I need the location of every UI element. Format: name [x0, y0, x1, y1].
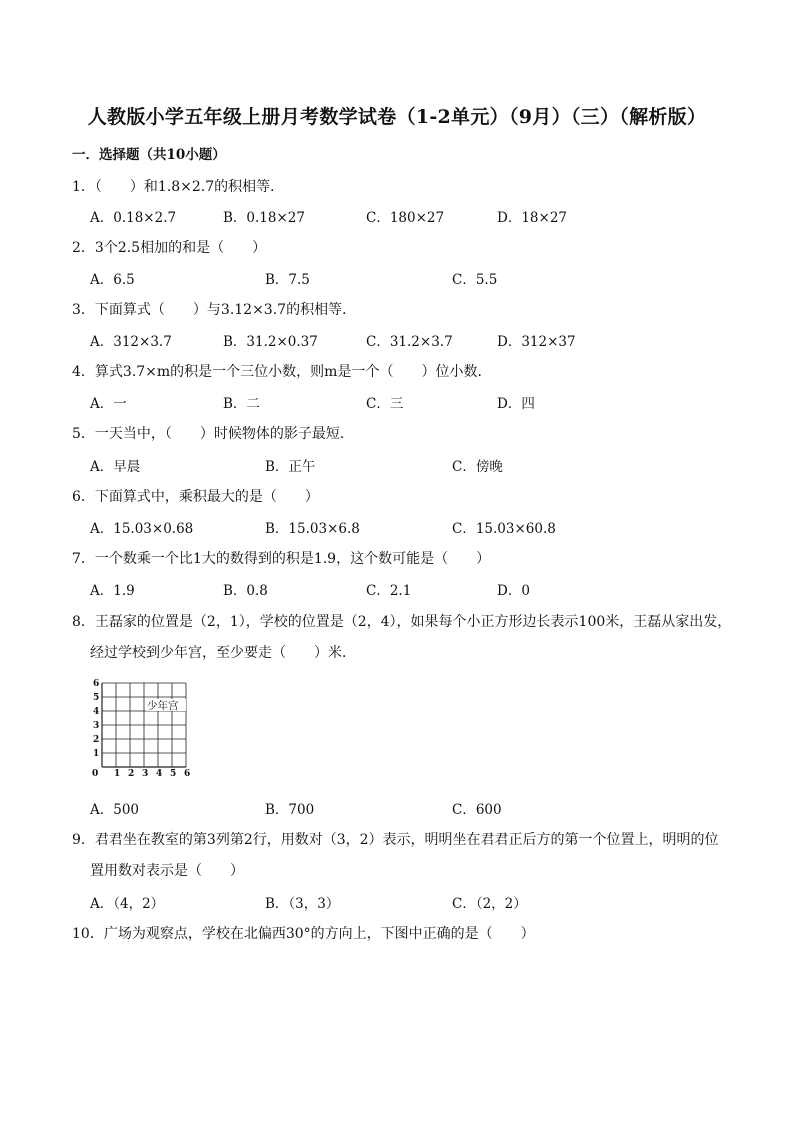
x-label-1: 1 — [114, 769, 121, 779]
page-title: 人教版小学五年级上册月考数学试卷（1-2单元）（9月）（三）（解析版） — [87, 106, 707, 128]
x-label-0: 0 — [92, 769, 99, 779]
option-7d[interactable]: D．0 — [497, 583, 530, 599]
x-label-3: 3 — [142, 769, 149, 779]
option-7a[interactable]: A．1.9 — [90, 583, 135, 599]
section-heading: 一．选择题（共10小题） — [72, 147, 226, 163]
question-3: 3．下面算式（ ）与3.12×3.7的积相等． — [72, 302, 357, 318]
question-8: 8．王磊家的位置是（2，1），学校的位置是（2，4），如果每个小正方形边长表示100米，王磊从家出发， — [72, 614, 732, 630]
option-7b[interactable]: B．0.8 — [223, 583, 268, 599]
option-6b[interactable]: B．15.03×6.8 — [265, 521, 360, 537]
option-1c[interactable]: C．180×27 — [366, 210, 445, 226]
option-3c[interactable]: C．31.2×3.7 — [366, 334, 453, 350]
option-4d[interactable]: D．四 — [497, 396, 535, 412]
option-2b[interactable]: B．7.5 — [265, 272, 310, 288]
option-9a[interactable]: A．（4，2） — [90, 896, 165, 912]
option-9c[interactable]: C．（2，2） — [452, 896, 527, 912]
x-label-6: 6 — [184, 769, 191, 779]
x-label-4: 4 — [156, 769, 163, 779]
x-label-5: 5 — [170, 769, 177, 779]
question-9-cont: 置用数对表示是（ ） — [90, 863, 244, 879]
y-label-6: 6 — [93, 679, 100, 689]
option-8b[interactable]: B．700 — [265, 802, 315, 818]
y-label-2: 2 — [93, 735, 100, 745]
option-6c[interactable]: C．15.03×60.8 — [452, 521, 556, 537]
option-6a[interactable]: A．15.03×0.68 — [90, 521, 194, 537]
y-label-3: 3 — [93, 721, 100, 731]
question-1: 1．（ ）和1.8×2.7的积相等． — [72, 179, 285, 195]
option-5b[interactable]: B．正午 — [265, 459, 316, 475]
question-7: 7．一个数乘一个比1大的数得到的积是1.9，这个数可能是（ ） — [72, 551, 491, 567]
option-4b[interactable]: B．二 — [223, 396, 260, 412]
option-8c[interactable]: C．600 — [452, 802, 502, 818]
y-label-4: 4 — [93, 707, 100, 717]
option-4a[interactable]: A．一 — [90, 396, 127, 412]
y-label-1: 1 — [93, 749, 100, 759]
question-2: 2．3个2.5相加的和是（ ） — [72, 240, 267, 256]
option-3b[interactable]: B．31.2×0.37 — [223, 334, 318, 350]
question-10: 10．广场为观察点，学校在北偏西30°的方向上，下图中正确的是（ ） — [72, 926, 535, 942]
option-2a[interactable]: A．6.5 — [90, 272, 135, 288]
option-3a[interactable]: A．312×3.7 — [90, 334, 172, 350]
option-9b[interactable]: B．（3，3） — [265, 896, 340, 912]
option-1b[interactable]: B．0.18×27 — [223, 210, 305, 226]
option-8a[interactable]: A．500 — [90, 802, 140, 818]
option-7c[interactable]: C．2.1 — [366, 583, 412, 599]
option-3d[interactable]: D．312×37 — [497, 334, 576, 350]
option-1d[interactable]: D．18×27 — [497, 210, 567, 226]
coordinate-grid-figure — [90, 677, 194, 781]
y-label-5: 5 — [93, 693, 100, 703]
option-2c[interactable]: C．5.5 — [452, 272, 498, 288]
question-4: 4．算式3.7×m的积是一个三位小数，则m是一个（ ）位小数． — [72, 364, 492, 380]
question-6: 6．下面算式中，乘积最大的是（ ） — [72, 489, 319, 505]
x-label-2: 2 — [128, 769, 135, 779]
question-5: 5．一天当中，（ ）时候物体的影子最短． — [72, 426, 354, 442]
question-8-cont: 经过学校到少年宫，至少要走（ ）米． — [90, 645, 356, 661]
option-4c[interactable]: C．三 — [366, 396, 404, 412]
place-label-youth-palace: 少年宫 — [147, 700, 179, 712]
option-5c[interactable]: C．傍晚 — [452, 459, 503, 475]
question-9: 9．君君坐在教室的第3列第2行，用数对（3，2）表示，明明坐在君君正后方的第一个位置上，明明的位 — [72, 832, 719, 848]
option-5a[interactable]: A．早晨 — [90, 459, 141, 475]
option-1a[interactable]: A．0.18×2.7 — [90, 210, 177, 226]
